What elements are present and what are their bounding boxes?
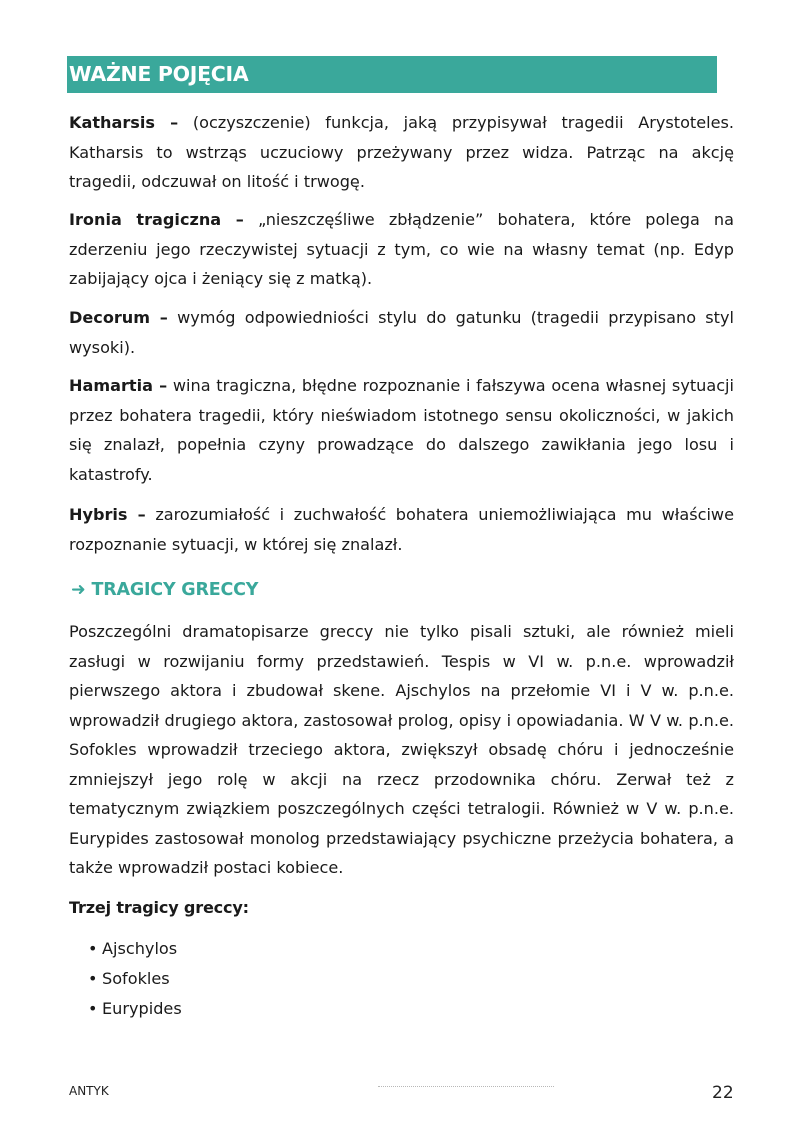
footer-chapter-label: ANTYK bbox=[69, 1084, 109, 1098]
bullet-icon: • bbox=[88, 999, 98, 1018]
section-heading bbox=[71, 580, 258, 600]
definition-text: wina tragiczna, błędne rozpoznanie i fałszywa ocena własnej sytuacji przez bohatera tragedii, który nieświadom istotnego sensu okoliczności, w jakich się znalazł, popełnia czyny prowadzące do dalszego zawikłania jego losu i katastrofy. bbox=[69, 376, 735, 484]
list-heading: Trzej tragicy greccy: bbox=[69, 898, 249, 917]
list-item-label: Ajschylos bbox=[102, 939, 178, 958]
list-item-label: Sofokles bbox=[102, 969, 170, 988]
definition-term: Decorum – bbox=[69, 308, 168, 327]
definition-text: (oczyszczenie) funkcja, jaką przypisywał tragedii Arystoteles. Katharsis to wstrząs uczuciowy przeżywany przez widza. Patrząc na akcję tragedii, odczuwał on litość i trwogę. bbox=[69, 113, 734, 191]
definition-text: wymóg odpowiedniości stylu do gatunku (tragedii przypisano styl wysoki). bbox=[69, 308, 734, 357]
section-header-banner bbox=[67, 56, 717, 93]
definition-decorum bbox=[69, 303, 734, 362]
bullet-icon: • bbox=[88, 969, 98, 988]
definition-term: Hamartia – bbox=[69, 376, 168, 395]
arrow-right-icon: ➜ bbox=[71, 580, 86, 600]
page-number: 22 bbox=[712, 1083, 734, 1103]
list-item bbox=[88, 934, 182, 964]
list-item bbox=[88, 994, 182, 1024]
section-paragraph: Poszczególni dramatopisarze greccy nie tylko pisali sztuki, ale również mieli zasługi w rozwijaniu formy przedstawień. Tespis w VI w. p.n.e. wprowadził pierwszego aktora i zbudował skene. Ajschylos na przełomie VI i V w. p.n.e. wprowadził drugiego aktora, zastosował prolog, opisy i opowiadania. W V w. p.n.e. Sofokles wprowadził trzeciego aktora, zwiększył obsadę chóru i jednocześnie zmniejszył jego rolę w akcji na rzecz przodownika chóru. Zerwał też z tematycznym związkiem poszczególnych części tetralogii. Również w V w. p.n.e. Eurypides zastosował monolog przedstawiający psychiczne przeżycia bohatera, a także wprowadził postaci kobiece. bbox=[69, 622, 734, 877]
definition-term: Ironia tragiczna – bbox=[69, 210, 244, 229]
list-item-label: Eurypides bbox=[102, 999, 182, 1018]
page-title: WAŻNE POJĘCIA bbox=[69, 62, 249, 86]
section-title: TRAGICY GRECCY bbox=[91, 580, 259, 600]
bullet-icon: • bbox=[88, 939, 98, 958]
footer-divider bbox=[378, 1086, 554, 1087]
definition-text: „nieszczęśliwe zbłądzenie” bohatera, które polega na zderzeniu jego rzeczywistej sytuacji z tym, co wie na własny temat (np. Edyp zabijający ojca i żeniący się z matką). bbox=[69, 210, 734, 288]
definition-katharsis bbox=[69, 108, 734, 197]
tragedians-list bbox=[88, 934, 182, 1024]
definition-term: Hybris – bbox=[69, 505, 146, 524]
definition-hamartia bbox=[69, 371, 734, 489]
definition-ironia-tragiczna bbox=[69, 205, 734, 294]
definition-term: Katharsis – bbox=[69, 113, 179, 132]
list-item bbox=[88, 964, 182, 994]
definition-text: zarozumiałość i zuchwałość bohatera uniemożliwiająca mu właściwe rozpoznanie sytuacji, w której się znalazł. bbox=[69, 505, 734, 554]
definition-hybris bbox=[69, 500, 734, 559]
